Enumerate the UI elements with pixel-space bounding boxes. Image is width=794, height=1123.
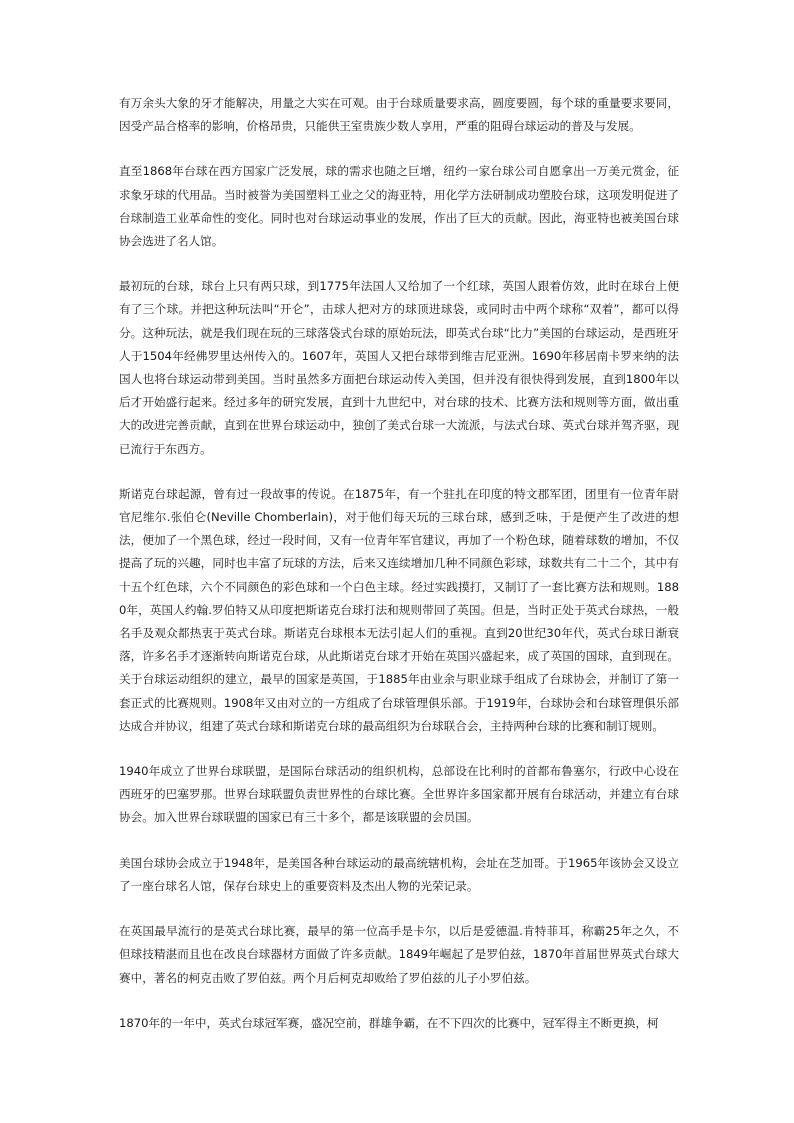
paragraph-1870-championship: 1870年的一年中，英式台球冠军赛，盛况空前，群雄争霸，在不下四次的比赛中，冠军得主不断更换，柯	[119, 1015, 659, 1030]
paragraph-world-union: 1940年成立了世界台球联盟，是国际台球活动的组织机构，总部设在比利时的首都布鲁塞尔，行政中心设在西班牙的巴塞罗那。世界台球联盟负责世界性的台球比赛。全世界许多国家都开展有台球活动，并建立有台球协会。加入世界台球联盟的国家已有三十多个，都是该联盟的会员国。	[119, 764, 679, 825]
paragraph-english-players: 在英国最早流行的是英式台球比赛，最早的第一位高手是卡尔，以后是爱德温.肯特菲耳，称霸25年之久，不但球技精湛而且也在改良台球器材方面做了许多贡献。1849年崛起了是罗伯兹，1870年首届世界英式台球大赛中，著名的柯克击败了罗伯兹。两个月后柯克却败给了罗伯兹的儿子小罗伯兹。	[119, 924, 679, 985]
document-body	[119, 92, 679, 1057]
paragraph-celluloid-invention: 直至1868年台球在西方国家广泛发展，球的需求也随之巨增，纽约一家台球公司自愿拿出一万美元赏金，征求象牙球的代用品。当时被誉为美国塑料工业之父的海亚特，用化学方法研制成功塑胶台球，这项发明促进了台球制造工业革命性的变化。同时也对台球运动事业的发展，作出了巨大的贡献。因此，海亚特也被美国台球协会选进了名人馆。	[119, 164, 679, 249]
paragraph-snooker-origin: 斯诺克台球起源，曾有过一段故事的传说。在1875年，有一个驻扎在印度的特文郡军团，团里有一位青年尉官尼维尔.张伯仑(Neville Chomberlain)，对于他们每天玩的三球台球，感到乏味，于是便产生了改进的想法，便加了一个黑色球，经过一段时间，又有一位青年军官建议，再加了一个粉色球，随着球数的增加，不仅提高了玩的兴趣，同时也丰富了玩球的方法，后来又连续增加几种不同颜色彩球，球数共有二十二个，其中有十五个红色球，六个不同颜色的彩色球和一个白色主球。经过实践摸打，又制订了一套比赛方法和规则。1880年，英国人约翰.罗伯特又从印度把斯诺克台球打法和规则带回了英国。但是，当时正处于英式台球热，一般名手及观众都热衷于英式台球。斯诺克台球根本无法引起人们的重视。直到20世纪30年代，英式台球日渐衰落，许多名手才逐渐转向斯诺克台球，从此斯诺克台球才开始在英国兴盛起来，成了英国的国球，直到现在。关于台球运动组织的建立，最早的国家是英国，于1885年由业余与职业球手组成了台球协会，并制订了第一套正式的比赛规则。1908年又由对立的一方组成了台球管理俱乐部。于1919年，台球协会和台球管理俱乐部达成合并协议，组建了英式台球和斯诺克台球的最高组织为台球联合会，主持两种台球的比赛和制订规则。	[119, 486, 679, 733]
paragraph-ivory-balls: 有万余头大象的牙才能解决，用量之大实在可观。由于台球质量要求高，圆度要圆，每个球的重量要求要同，因受产品合格率的影响，价格昂贵，只能供王室贵族少数人享用，严重的阻碍台球运动的普及与发展。	[119, 96, 679, 134]
paragraph-us-association: 美国台球协会成立于1948年，是美国各种台球运动的最高统辖机构，会址在芝加哥。于1965年该协会又设立了一座台球名人馆，保存台球史上的重要资料及杰出人物的光荣记录。	[119, 855, 679, 893]
paragraph-early-billiards: 最初玩的台球，球台上只有两只球，到1775年法国人又给加了一个红球，英国人跟着仿效，此时在球台上便有了三个球。并把这种玩法叫“开仑”，击球人把对方的球顶进球袋，或同时击中两个球称“双着”，都可以得分。这种玩法，就是我们现在玩的三球落袋式台球的原始玩法，即英式台球“比力”美国的台球运动，是西班牙人于1504年经佛罗里达州传入的。1607年，英国人又把台球带到维吉尼亚洲。1690年移居南卡罗来纳的法国人也将台球运动带到美国。当时虽然多方面把台球运动传入美国，但并没有很快得到发展，直到1800年以后才开始盛行起来。经过多年的研究发展，直到十九世纪中，对台球的技术、比赛方法和规则等方面，做出重大的改进完善贡献，直到在世界台球运动中，独创了美式台球一大流派，与法式台球、英式台球并驾齐驱，现已流行于东西方。	[119, 279, 679, 456]
